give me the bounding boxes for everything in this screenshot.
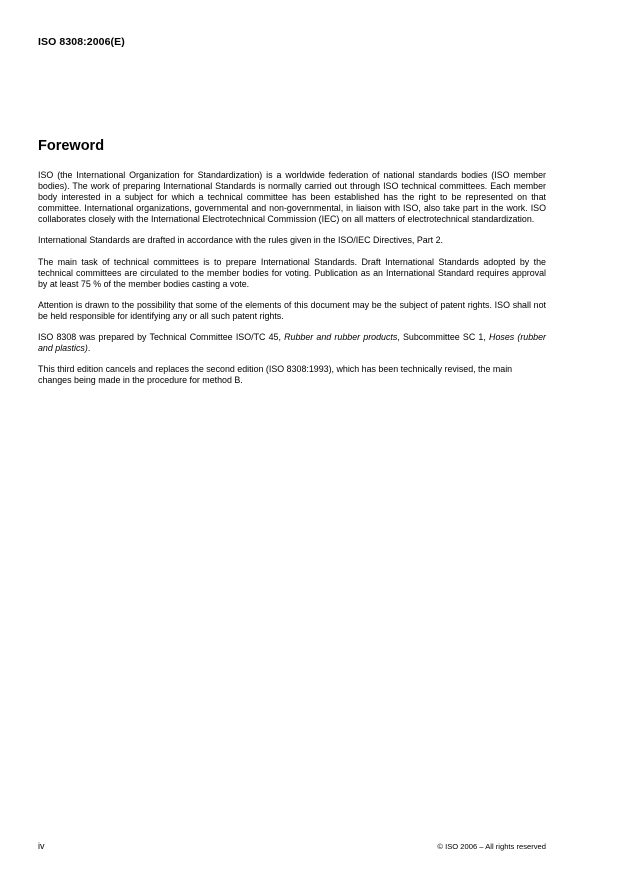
foreword-heading: Foreword bbox=[38, 138, 105, 154]
foreword-paragraph-preparation bbox=[38, 332, 546, 354]
committee-name: Rubber and rubber products bbox=[284, 332, 398, 343]
copyright-notice: © ISO 2006 – All rights reserved bbox=[437, 842, 546, 851]
preparation-middle-text: , Subcommittee SC 1, bbox=[397, 332, 490, 343]
foreword-paragraph-patent-notice: Attention is drawn to the possibility that some of the elements of this document may be the subject of patent rights. ISO shall not be held responsible for identifying any or all such patent rights. bbox=[38, 299, 546, 321]
page-number: iv bbox=[38, 841, 45, 851]
foreword-paragraph-directives: International Standards are drafted in accordance with the rules given in the ISO/IEC Directives, Part 2. bbox=[38, 235, 444, 246]
document-id-header: ISO 8308:2006(E) bbox=[38, 36, 125, 48]
foreword-paragraph-iso-intro: ISO (the International Organization for Standardization) is a worldwide federation of national standards bodies (ISO member bodies). The work of preparing International Standards is normally carried out through ISO technical committees. Each member body interested in a subject for which a technical committee has been established has the right to be represented on that committee. International organizations, governmental and non-governmental, in liaison with ISO, also take part in the work. ISO collaborates closely with the International Electrotechnical Commission (IEC) on all matters of electrotechnical standardization. bbox=[38, 170, 546, 225]
foreword-paragraph-edition-note: This third edition cancels and replaces the second edition (ISO 8308:1993), which has been technically revised, the main changes being made in the procedure for method B. bbox=[38, 364, 513, 386]
preparation-end-text: . bbox=[87, 343, 91, 354]
preparation-lead-text: ISO 8308 was prepared by Technical Committee ISO/TC 45, bbox=[38, 332, 285, 343]
subcommittee-name: Hoses (rubber and plastics) bbox=[38, 332, 546, 354]
foreword-paragraph-committee-task: The main task of technical committees is to prepare International Standards. Draft International Standards adopted by the technical committees are circulated to the member bodies for voting. Publication as an International Standard requires approval by at least 75 % of the member bodies casting a vote. bbox=[38, 256, 546, 289]
foreword-body bbox=[38, 170, 546, 396]
